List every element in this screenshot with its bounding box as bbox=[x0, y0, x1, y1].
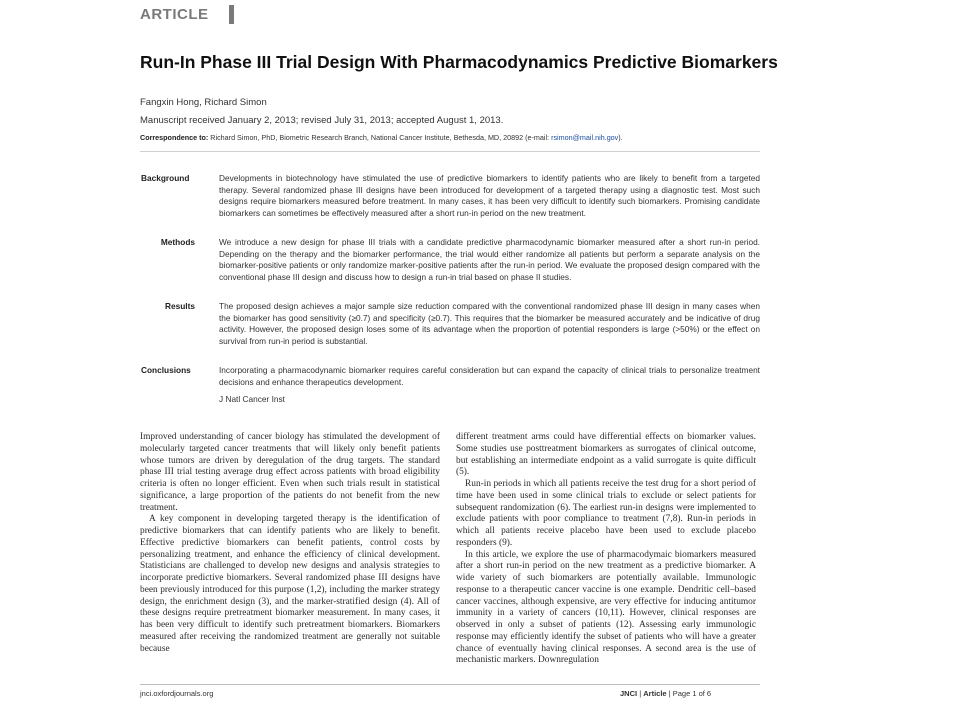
correspondence-label: Correspondence to: bbox=[140, 133, 209, 142]
abstract-conclusions: Incorporating a pharmacodynamic biomarker requires careful consideration but can expand the capacity of clinical trials to personalize treatment decisions and enhance therapeutics development. bbox=[219, 365, 760, 387]
footer-journal: JNCI bbox=[620, 689, 638, 698]
correspondence-text: Richard Simon, PhD, Biometric Research Branch, National Cancer Institute, Bethesda, MD, 20892 (e-mail: bbox=[210, 133, 552, 142]
body-paragraph: Run-in periods in which all patients receive the test drug for a short period of time have been used in some clinical trials to exclude or select patients for subsequent randomization (6). The earliest run-in designs were implemented to exclude patients with poor compliance to treatment (7,8). Run-in periods in which all patients receive placebo have been used to exclude placebo responders (9). bbox=[456, 479, 756, 548]
section-label: ARTICLE bbox=[140, 6, 209, 23]
footer-separator: | bbox=[668, 689, 671, 698]
journal-citation: J Natl Cancer Inst bbox=[219, 394, 285, 404]
footer-divider bbox=[140, 684, 760, 685]
footer-url[interactable]: jnci.oxfordjournals.org bbox=[140, 689, 214, 698]
abstract-methods-label: Methods bbox=[160, 237, 195, 247]
abstract-results-label: Results bbox=[165, 301, 195, 311]
abstract-background: Developments in biotechnology have stimulated the use of predictive biomarkers to identify patients who are likely to benefit from a targeted therapy. Several randomized phase III designs have been introduced for development of a targeted therapy using a diagnostic test. Most such designs require biomarkers measured before treatment. In many cases, it has been very difficult to identify such biomarkers. Promising candidate biomarkers can sometimes be effectively measured after a short run-in period on the new treatment. bbox=[219, 173, 760, 218]
correspondence-end: ). bbox=[618, 133, 623, 142]
authors: Fangxin Hong, Richard Simon bbox=[140, 97, 267, 108]
body-paragraph: A key component in developing targeted therapy is the identification of predictive biomarkers that can identify patients who are likely to benefit. Effective predictive biomarkers can benefit patients, control costs by personalizing treatment, and enhance the efficiency of clinical development. Statisticians are challenged to develop new designs and analysis strategies to incorporate predictive biomarkers. Several randomized phase III designs have been previously introduced for this purpose (1,2), including the marker strategy design, the enrichment design (3), and the marker-stratified design (4). All of these designs require pretreatment biomarker measurement. In many cases, it has been very difficult to identify such pretreatment biomarkers. Biomarkers measured after receiving the randomized treatment are generally not suitable because bbox=[140, 514, 440, 654]
correspondence-email[interactable]: rsimon@mail.nih.gov bbox=[551, 133, 619, 142]
abstract-conclusions-label: Conclusions bbox=[141, 365, 191, 375]
footer-page-number: Page 1 of 6 bbox=[672, 689, 712, 698]
body-right-column bbox=[456, 432, 756, 690]
correspondence bbox=[140, 133, 760, 142]
section-label-bar bbox=[229, 5, 234, 24]
header-divider bbox=[140, 151, 760, 152]
footer-article-type: Article bbox=[643, 689, 667, 698]
abstract-methods: We introduce a new design for phase III trials with a candidate predictive pharmacodynamic biomarker measured after a short run-in period. Depending on the therapy and the biomarker performance, the trial would either randomize all patients but perform a separate analysis on the biomarker-positive patients or only randomize marker-positive patients after the run-in period. We evaluate the proposed design compared with the conventional phase III design and discuss how to design a run-in trial based on phase II studies. bbox=[219, 237, 760, 282]
body-paragraph: In this article, we explore the use of pharmacodymaic biomarkers measured after a short run-in period on the new treatment as a predictive biomarker. A wide variety of such biomarkers are potentially available. Immunologic response to a therapeutic cancer vaccine is one example. Dendritic cell–based cancer vaccines, although expensive, are very effective for inducing antitumor immunity in a variety of cancers (10,11). However, clinical responses are observed in only a subset of patients (12). Assessing early immunologic response may efficiently identify the subset of patients who will have a greater chance of eventually having clinical responses. A second area is the use of mechanistic markers. Downregulation bbox=[456, 549, 756, 666]
abstract-results: The proposed design achieves a major sample size reduction compared with the conventional randomized phase III design in many cases when the biomarker has good sensitivity (≥0.7) and specificity (≥0.7). This requires that the biomarker be measured accurately and be indicative of drug activity. However, the proposed design loses some of its advantage when the proportion of potential responders is large (>50%) or the effect on survival from run-in period is substantial. bbox=[219, 301, 760, 346]
manuscript-dates: Manuscript received January 2, 2013; revised July 31, 2013; accepted August 1, 2013. bbox=[140, 115, 504, 126]
article-title: Run-In Phase III Trial Design With Pharmacodynamics Predictive Biomarkers bbox=[140, 52, 778, 72]
body-left-column bbox=[140, 432, 440, 690]
abstract-background-label: Background bbox=[141, 173, 190, 183]
footer-page-info bbox=[620, 689, 711, 698]
body-paragraph: different treatment arms could have differential effects on biomarker values. Some studies use posttreatment biomarkers as surrogates of clinical outcome, but establishing an intermediate endpoint as a valid surrogate is quite difficult (5). bbox=[456, 432, 756, 478]
footer-separator: | bbox=[639, 689, 642, 698]
body-paragraph: Improved understanding of cancer biology has stimulated the development of molecularly targeted cancer treatments that will likely only benefit patients whose tumors are driven by deregulation of the drug targets. The standard phase III trial testing average drug effect across patients with broad eligibility criteria is often no longer efficient. Even when such trials result in statistical significance, a large proportion of the patients do not benefit from the new treatment. bbox=[140, 432, 440, 513]
